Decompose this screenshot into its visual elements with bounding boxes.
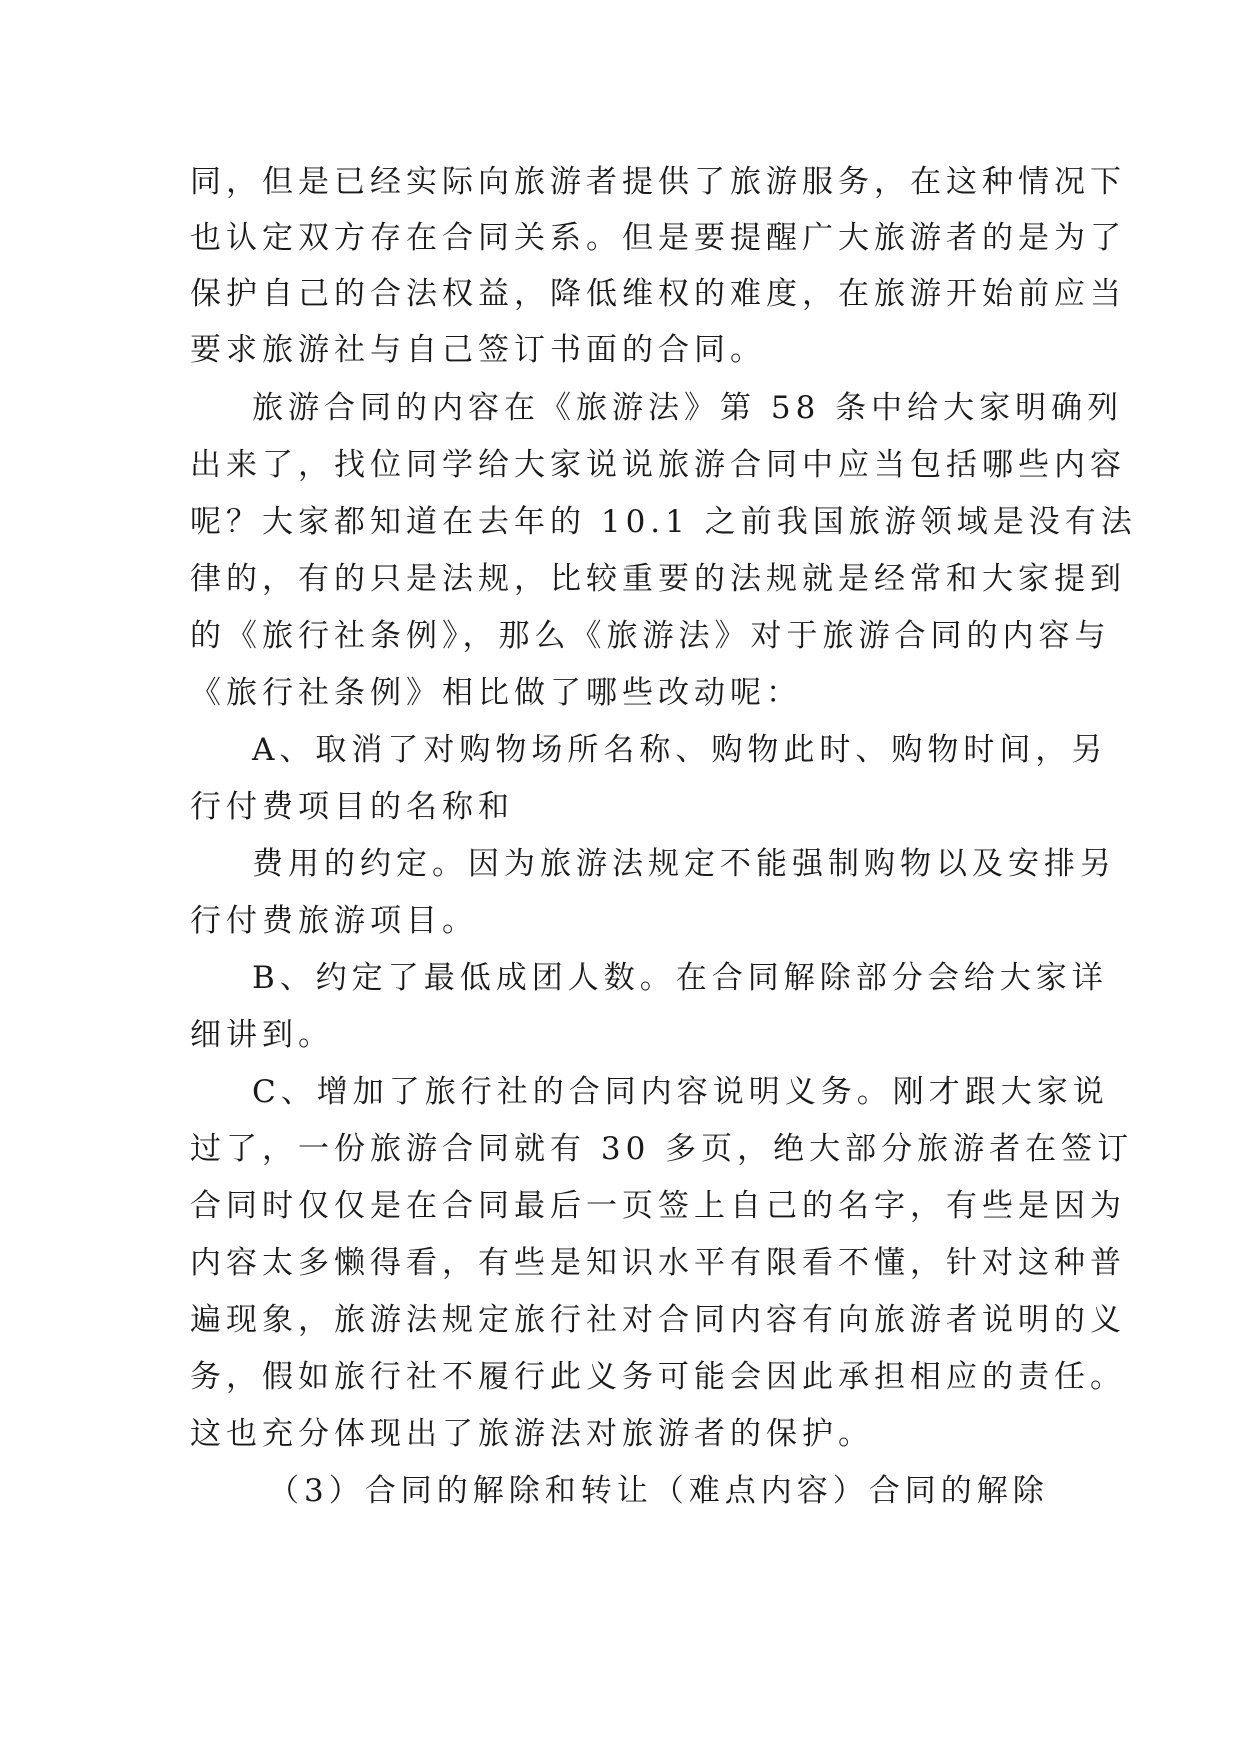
list-item-b-line-1: B、约定了最低成团人数。在合同解除部分会给大家详 bbox=[252, 960, 1108, 996]
list-item-a-line-1: A、取消了对购物场所名称、购物此时、购物时间，另 bbox=[252, 732, 1108, 768]
list-item-c-line-6: 务，假如旅行社不履行此义务可能会因此承担相应的责任。 bbox=[190, 1359, 1126, 1395]
list-item-c-line-4: 内容太多懒得看，有些是知识水平有限看不懂，针对这种普 bbox=[190, 1245, 1126, 1281]
text-line-8: 律的，有的只是法规，比较重要的法规就是经常和大家提到 bbox=[190, 561, 1126, 597]
list-item-c-line-1: C、增加了旅行社的合同内容说明义务。刚才跟大家说 bbox=[252, 1074, 1109, 1110]
text-line-9: 的《旅行社条例》，那么《旅游法》对于旅游合同的内容与 bbox=[190, 618, 1111, 654]
paragraph-start-line-5: 旅游合同的内容在《旅游法》第 58 条中给大家明确列 bbox=[252, 390, 1124, 426]
list-item-c-line-5: 遍现象，旅游法规定旅行社对合同内容有向旅游者说明的义 bbox=[190, 1302, 1126, 1338]
list-item-c-line-2: 过了，一份旅游合同就有 30 多页，绝大部分旅游者在签订 bbox=[190, 1131, 1134, 1167]
text-line-2: 也认定双方存在合同关系。但是要提醒广大旅游者的是为了 bbox=[190, 220, 1126, 256]
text-line-1: 同，但是已经实际向旅游者提供了旅游服务，在这种情况下 bbox=[190, 164, 1126, 200]
list-item-b-line-2: 细讲到。 bbox=[190, 1017, 334, 1053]
section-heading-3: （3）合同的解除和转让（难点内容）合同的解除 bbox=[268, 1473, 1049, 1509]
text-line-7: 呢？大家都知道在去年的 10.1 之前我国旅游领域是没有法 bbox=[190, 504, 1137, 540]
list-item-c-line-7: 这也充分体现出了旅游法对旅游者的保护。 bbox=[190, 1416, 874, 1452]
text-line-4: 要求旅游社与自己签订书面的合同。 bbox=[190, 332, 766, 368]
text-line-3: 保护自己的合法权益，降低维权的难度，在旅游开始前应当 bbox=[190, 276, 1126, 312]
text-line-6: 出来了，找位同学给大家说说旅游合同中应当包括哪些内容 bbox=[190, 447, 1126, 483]
text-line-10: 《旅行社条例》相比做了哪些改动呢： bbox=[190, 675, 802, 711]
list-item-a-line-2: 行付费项目的名称和 bbox=[190, 789, 514, 825]
list-item-a-line-4: 行付费旅游项目。 bbox=[190, 903, 478, 939]
list-item-c-line-3: 合同时仅仅是在合同最后一页签上自己的名字，有些是因为 bbox=[190, 1188, 1126, 1224]
list-item-a-line-3: 费用的约定。因为旅游法规定不能强制购物以及安排另 bbox=[252, 846, 1116, 882]
